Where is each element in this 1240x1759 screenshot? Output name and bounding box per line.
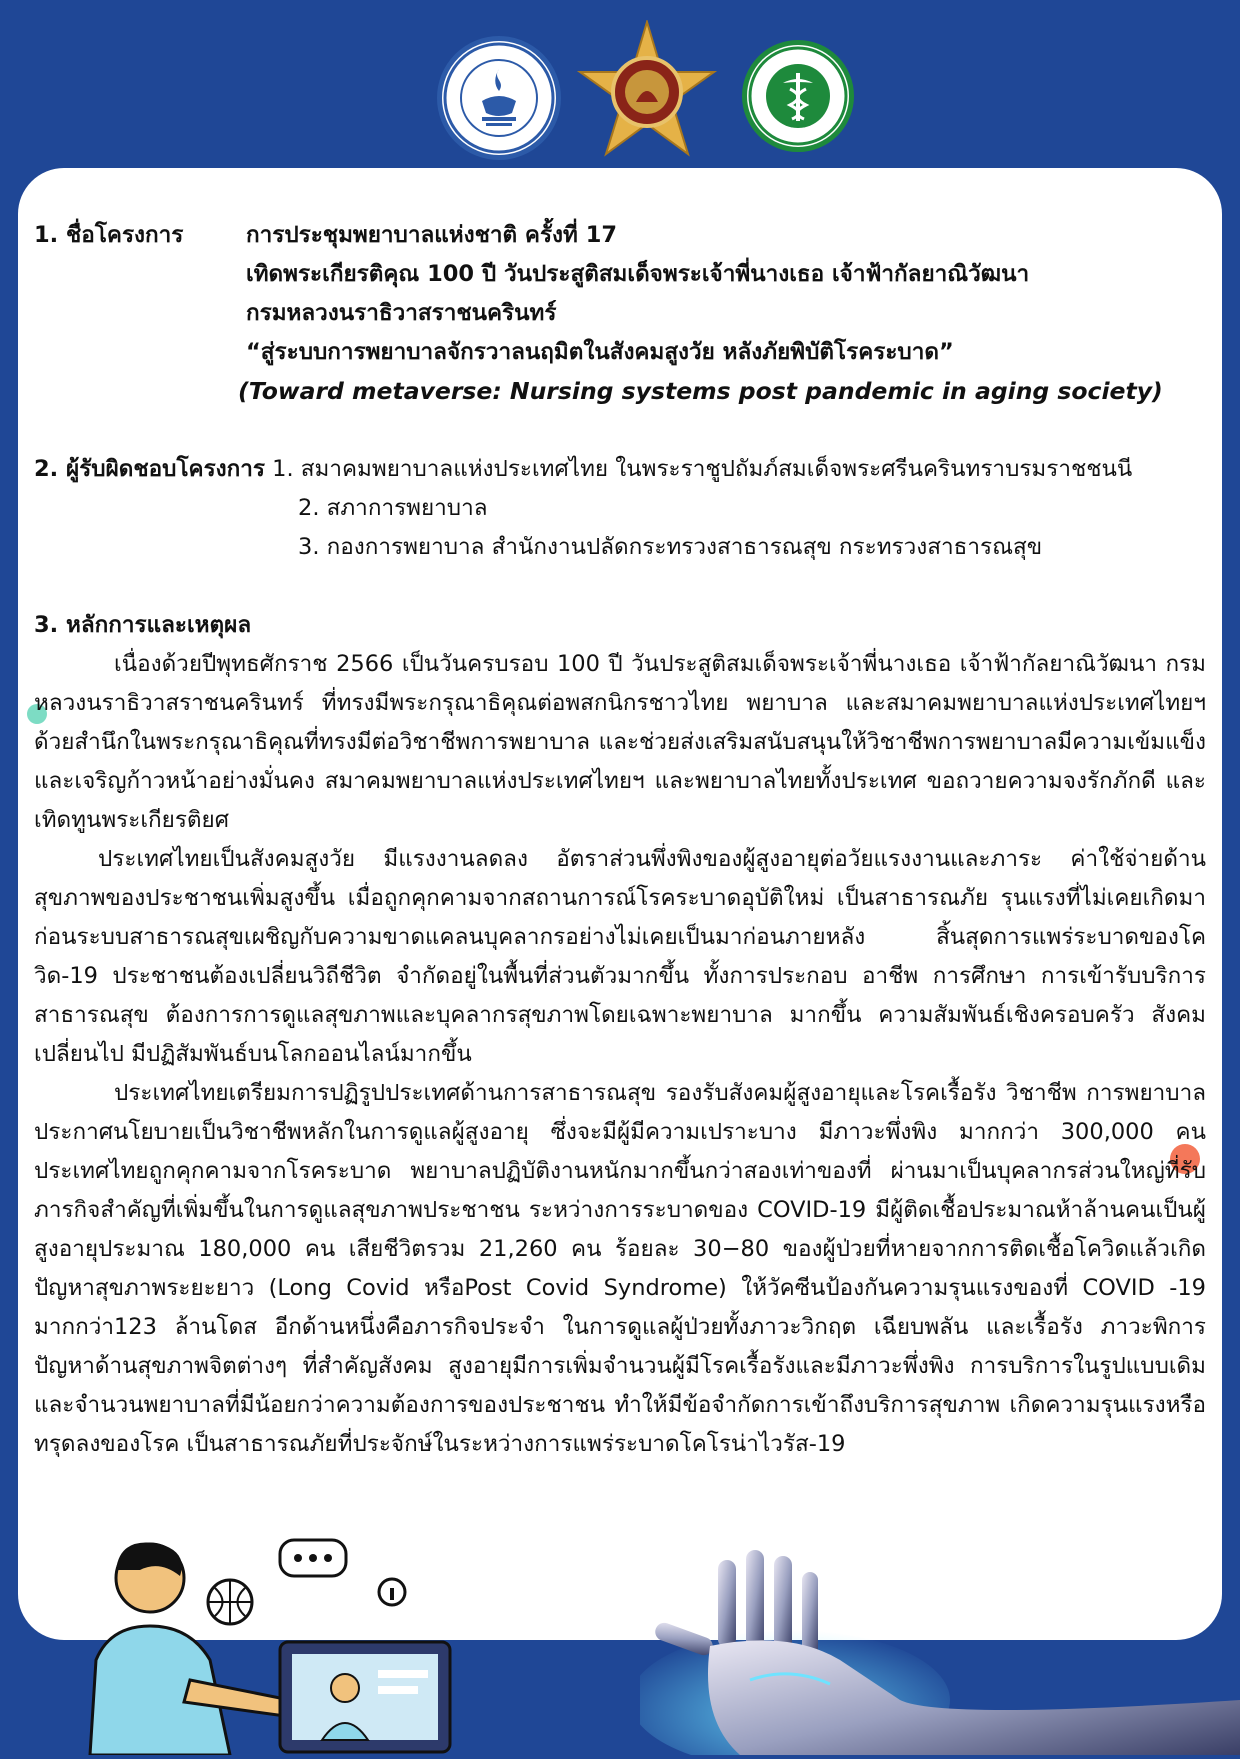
- rationale-paragraph-1: เนื่องด้วยปีพุทธศักราช 2566 เป็นวันครบรอบ 100 ปี วันประสูติสมเด็จพระเจ้าพี่นางเธอ เจ้าฟ้ากัลยาณิวัฒนา กรมหลวงนราธิวาสราชนครินทร์ ที่ทรงมีพระกรุณาธิคุณต่อพสกนิกรชาวไทย พยาบาล และสมาคมพยาบาลแห่งประเทศไทยฯ ด้วยสำนึกในพระกรุณาธิคุณที่ทรงมีต่อวิชาชีพการพยาบาล และช่วยส่งเสริมสนับสนุนให้วิชาชีพการพยาบาลมีความเข้มแข็งและเจริญก้าวหน้าอย่างมั่นคง สมาคมพยาบาลแห่งประเทศไทยฯ และพยาบาลไทยทั้งประเทศ ขอถวายความจงรักภักดี และเทิดทูนพระเกียรติยศ: [34, 651, 1206, 833]
- nursing-council-logo: [437, 36, 561, 160]
- section-project-name: [34, 216, 1206, 411]
- project-line-2: เทิดพระเกียรติคุณ 100 ปี วันประสูติสมเด็จพระเจ้าพี่นางเธอ เจ้าฟ้ากัลยาณิวัฒนา: [246, 261, 1030, 287]
- gold-star-emblem-icon: [574, 20, 720, 166]
- section3-label: 3. หลักการและเหตุผล: [34, 612, 252, 638]
- nurses-association-logo: [574, 20, 720, 166]
- logo-bar: [0, 18, 1240, 168]
- rationale-paragraph-3: ประเทศไทยเตรียมการปฏิรูปประเทศด้านการสาธารณสุข รองรับสังคมผู้สูงอายุและโรคเรื้อรัง วิชาชีพ การพยาบาลประกาศนโยบายเป็นวิชาชีพหลักในการดูแลผู้สูงอายุ ซึ่งจะมีผู้มีความเปราะบาง มีภาวะพึ่งพิง มากกว่า 300,000 คนประเทศไทยถูกคุกคามจากโรคระบาด พยาบาลปฏิบัติงานหนักมากขึ้นกว่าสองเท่าของที่ ผ่านมาเป็นบุคลากรส่วนใหญ่ที่รับภารกิจสำคัญที่เพิ่มขึ้นในการดูแลสุขภาพประชาชน ระหว่างการระบาดของ COVID-19 มีผู้ติดเชื้อประมาณห้าล้านคนเป็นผู้สูงอายุประมาณ 180,000 คน เสียชีวิตรวม 21,260 คน ร้อยละ 30−80 ของผู้ป่วยที่หายจากการติดเชื้อโควิดแล้วเกิดปัญหาสุขภาพระยะยาว (Long Covid หรือPost Covid Syndrome) ให้วัคซีนป้องกันความรุนแรงของที่ COVID -19 มากกว่า123 ล้านโดส อีกด้านหนึ่งคือภารกิจประจำ ในการดูแลผู้ป่วยทั้งภาวะวิกฤต เฉียบพลัน และเรื้อรัง ภาวะพิการ ปัญหาด้านสุขภาพจิตต่างๆ ที่สำคัญสังคม สูงอายุมีการเพิ่มจำนวนผู้มีโรคเรื้อรังและมีภาวะพึ่งพิง การบริการในรูปแบบเดิมและจำนวนพยาบาลที่มีน้อยกว่าความต้องการของประชาชน ทำให้มีข้อจำกัดการเข้าถึงบริการสุขภาพ เกิดความรุนแรงหรือทรุดลงของโรค เป็นสาธารณภัยที่ประจักษ์ในระหว่างการแพร่ระบาดโคโรน่าไวรัส-19: [34, 1080, 1206, 1457]
- responsible-item-1: 1. สมาคมพยาบาลแห่งประเทศไทย ในพระราชูปถัมภ์สมเด็จพระศรีนครินทราบรมราชชนนี: [272, 456, 1133, 482]
- robot-hand-illustration: [640, 1550, 1240, 1755]
- online-person-illustration: [60, 1530, 460, 1755]
- nursing-division-logo: [742, 40, 854, 152]
- robot-hand-icon: [640, 1550, 1240, 1755]
- responsible-item-3: 3. กองการพยาบาล สำนักงานปลัดกระทรวงสาธารณสุข กระทรวงสาธารณสุข: [298, 534, 1043, 560]
- project-english-title: (Toward metaverse: Nursing systems post pandemic in aging society): [238, 377, 1163, 405]
- responsible-item-1-paragraph: [34, 450, 1206, 489]
- project-title-lines: [238, 216, 1206, 411]
- caduceus-emblem-icon: [747, 45, 849, 147]
- spacer: [34, 567, 1206, 606]
- person-at-computer-icon: [60, 1530, 460, 1755]
- section-rationale: [34, 606, 1206, 1464]
- section2-label: 2. ผู้รับผิดชอบโครงการ: [34, 456, 265, 482]
- section1-label: 1. ชื่อโครงการ: [34, 222, 184, 248]
- project-line-3: กรมหลวงนราธิวาสราชนครินทร์: [246, 300, 557, 326]
- spacer: [34, 411, 1206, 450]
- responsible-item-2: 2. สภาการพยาบาล: [298, 495, 488, 521]
- project-line-4: “สู่ระบบการพยาบาลจักรวาลนฤมิตในสังคมสูงวัย หลังภัยพิบัติโรคระบาด”: [246, 339, 954, 365]
- section-responsible: [34, 450, 1206, 567]
- nursing-council-emblem-icon: [442, 41, 556, 155]
- document-body: [34, 216, 1206, 1464]
- rationale-paragraph-2: ประเทศไทยเป็นสังคมสูงวัย มีแรงงานลดลง อัตราส่วนพึ่งพิงของผู้สูงอายุต่อวัยแรงงานและภาระ ค่าใช้จ่ายด้านสุขภาพของประชาชนเพิ่มสูงขึ้น เมื่อถูกคุกคามจากสถานการณ์โรคระบาดอุบัติใหม่ เป็นสาธารณภัย รุนแรงที่ไม่เคยเกิดมาก่อนระบบสาธารณสุขเผชิญกับความขาดแคลนบุคลากรอย่างไม่เคยเป็นมาก่อนภายหลัง สิ้นสุดการแพร่ระบาดของโควิด-19 ประชาชนต้องเปลี่ยนวิถีชีวิต จำกัดอยู่ในพื้นที่ส่วนตัวมากขึ้น ทั้งการประกอบ อาชีพ การศึกษา การเข้ารับบริการสาธารณสุข ต้องการการดูแลสุขภาพและบุคลากรสุขภาพโดยเฉพาะพยาบาล มากขึ้น ความสัมพันธ์เชิงครอบครัว สังคมเปลี่ยนไป มีปฏิสัมพันธ์บนโลกออนไลน์มากขึ้น: [34, 846, 1206, 1067]
- project-line-1: การประชุมพยาบาลแห่งชาติ ครั้งที่ 17: [246, 222, 618, 248]
